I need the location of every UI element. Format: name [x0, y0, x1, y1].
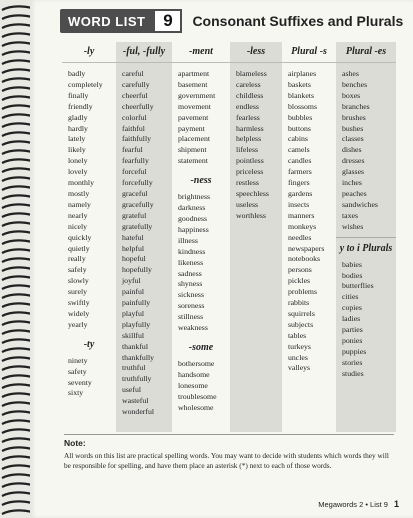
word-list [62, 63, 116, 331]
word-item: cheerful [122, 90, 148, 100]
word-list [336, 63, 396, 233]
word-item: movement [178, 101, 211, 111]
word-item: colorful [122, 112, 147, 122]
word-item: butterflies [342, 281, 374, 291]
word-item: problems [288, 287, 318, 297]
word-item: safely [68, 265, 87, 275]
word-item: wasteful [122, 396, 149, 406]
word-item: babies [342, 259, 362, 269]
spiral-coil [2, 357, 32, 361]
column-heading: -ful, -fully [116, 42, 172, 63]
word-item: bodies [342, 270, 363, 280]
word-item: hardly [68, 123, 88, 133]
word-item: useless [236, 199, 259, 209]
spiral-coil [2, 330, 32, 334]
word-item: yearly [68, 319, 88, 329]
word-item: statement [178, 156, 208, 166]
word-item: blameless [236, 69, 267, 78]
column-subheading: -ness [190, 175, 212, 187]
word-item: slowly [68, 276, 89, 286]
word-item: stories [342, 357, 363, 367]
word-item: ninety [68, 355, 88, 365]
spiral-coil [2, 87, 32, 91]
word-item: placement [178, 134, 211, 144]
word-item: really [68, 254, 86, 264]
word-item: copies [342, 303, 362, 313]
word-item: baskets [288, 79, 311, 89]
page-number: 1 [393, 499, 399, 509]
spiral-coil [2, 429, 32, 433]
word-item: thankful [122, 341, 148, 351]
word-item: brushes [342, 112, 366, 122]
spiral-coil [2, 222, 32, 226]
spiral-coil [2, 483, 32, 487]
spiral-coil [2, 204, 32, 208]
spiral-coil [2, 285, 32, 289]
spiral-coil [2, 78, 32, 82]
column-subheading: y to i Plurals [336, 237, 396, 254]
spiral-coil [2, 15, 32, 19]
word-item: turkeys [288, 341, 311, 351]
word-item: skillful [122, 330, 145, 340]
column-ful [116, 42, 172, 432]
column-subheading: -some [188, 341, 214, 353]
word-item: careless [236, 79, 261, 89]
spiral-coil [2, 456, 32, 460]
word-item: blossoms [288, 101, 318, 111]
word-list [172, 192, 230, 334]
word-item: safety [68, 366, 87, 376]
spiral-coil [2, 33, 32, 37]
word-item: endless [236, 101, 259, 111]
word-item: wishes [342, 221, 364, 231]
word-item: seventy [68, 377, 92, 387]
word-item: sadness [178, 268, 202, 278]
word-item: badly [68, 69, 86, 78]
word-item: likely [68, 145, 86, 155]
word-item: lifeless [236, 145, 259, 155]
word-item: truthful [122, 363, 146, 373]
spiral-coil [2, 348, 32, 352]
spiral-coil [2, 159, 32, 163]
word-item: camels [288, 145, 310, 155]
word-item: glasses [342, 167, 365, 177]
word-list [172, 359, 230, 414]
spiral-coil [2, 447, 32, 451]
word-item: priceless [236, 167, 264, 177]
word-item: bothersome [178, 358, 215, 368]
word-list [116, 63, 172, 418]
word-item: needles [288, 232, 312, 242]
word-item: fearfully [122, 156, 149, 166]
spiral-coil [2, 24, 32, 28]
list-number: 9 [153, 9, 182, 33]
word-item: candles [288, 156, 312, 166]
spiral-coil [2, 60, 32, 64]
word-item: dishes [342, 145, 362, 155]
word-table [62, 42, 396, 432]
column-plural-es [336, 42, 396, 432]
column-heading: -ment [172, 42, 230, 63]
word-item: buttons [288, 123, 311, 133]
spiral-coil [2, 213, 32, 217]
word-item: cities [342, 292, 359, 302]
word-item: benches [342, 79, 368, 89]
word-list [282, 63, 336, 374]
word-item: grateful [122, 210, 147, 220]
word-item: faithful [122, 123, 145, 133]
word-item: sandwiches [342, 199, 378, 209]
spiral-coil [2, 321, 32, 325]
spiral-coil [2, 168, 32, 172]
word-item: surely [68, 287, 88, 297]
column-heading: Plural -s [282, 42, 336, 63]
spiral-coil [2, 375, 32, 379]
word-item: hopeful [122, 254, 146, 264]
word-item: joyful [122, 276, 141, 286]
spiral-coil [2, 294, 32, 298]
spiral-coil [2, 501, 32, 505]
word-item: playful [122, 308, 145, 318]
word-list [62, 356, 116, 400]
spiral-coil [2, 258, 32, 262]
word-item: cabins [288, 134, 308, 144]
word-item: speechless [236, 188, 269, 198]
word-item: farmers [288, 167, 312, 177]
word-item: helpful [122, 243, 145, 253]
spiral-coil [2, 384, 32, 388]
word-item: classes [342, 134, 364, 144]
word-item: fearful [122, 145, 143, 155]
word-item: pointless [236, 156, 264, 166]
spiral-coil [2, 510, 32, 514]
spiral-coil [2, 105, 32, 109]
spiral-binding [0, 0, 34, 518]
word-item: childless [236, 90, 264, 100]
word-item: illness [178, 235, 198, 245]
word-item: weakness [178, 323, 208, 333]
word-item: monthly [68, 178, 94, 188]
word-item: monkeys [288, 221, 317, 231]
spiral-coil [2, 231, 32, 235]
column-subheading: -ty [83, 338, 95, 350]
word-item: branches [342, 101, 370, 111]
word-item: wholesome [178, 402, 214, 412]
word-item: careful [122, 69, 144, 78]
spiral-coil [2, 69, 32, 73]
word-item: persons [288, 265, 312, 275]
page-footer [318, 499, 399, 509]
spiral-coil [2, 141, 32, 145]
list-header [60, 9, 403, 33]
word-item: valleys [288, 363, 311, 373]
word-item: painful [122, 287, 145, 297]
spiral-coil [2, 177, 32, 181]
word-item: ponies [342, 335, 363, 345]
spiral-coil [2, 339, 32, 343]
word-list [172, 63, 230, 167]
word-item: manners [288, 210, 315, 220]
spiral-coil [2, 123, 32, 127]
word-item: ashes [342, 69, 359, 78]
word-item: harmless [236, 123, 264, 133]
word-item: quickly [68, 232, 92, 242]
column-plural-s [282, 42, 336, 432]
word-item: taxes [342, 210, 359, 220]
word-item: darkness [178, 203, 206, 213]
word-item: swiftly [68, 298, 90, 308]
word-item: apartment [178, 69, 210, 78]
column-heading: Plural -es [336, 42, 396, 63]
spiral-coil [2, 465, 32, 469]
word-item: studies [342, 368, 364, 378]
word-item: government [178, 90, 216, 100]
word-item: forceful [122, 167, 147, 177]
page-title: Consonant Suffixes and Plurals [192, 13, 404, 29]
word-item: fingers [288, 178, 310, 188]
spiral-coil [2, 6, 32, 10]
word-item: gracefully [122, 199, 154, 209]
word-item: sickness [178, 290, 204, 300]
spiral-coil [2, 276, 32, 280]
word-item: useful [122, 385, 142, 395]
word-item: nicely [68, 221, 88, 231]
word-item: boxes [342, 90, 361, 100]
word-item: goodness [178, 213, 208, 223]
word-item: mostly [68, 188, 90, 198]
column-less [230, 42, 282, 432]
note-text: All words on this list are practical spelling words. You may want to decide with students which words they will be responsible for spelling, and have them place an asterisk (*) next to each of those words. [64, 451, 389, 470]
word-item: insects [288, 199, 310, 209]
note-section [64, 434, 394, 470]
spiral-coil [2, 366, 32, 370]
word-item: ladies [342, 314, 361, 324]
word-item: worthless [236, 210, 266, 220]
spiral-coil [2, 42, 32, 46]
word-item: restless [236, 178, 259, 188]
word-item: troublesome [178, 391, 217, 401]
spiral-coil [2, 393, 32, 397]
word-item: lonesome [178, 380, 208, 390]
word-item: finally [68, 90, 89, 100]
spiral-coil [2, 420, 32, 424]
word-item: lonely [68, 156, 88, 166]
spiral-coil [2, 411, 32, 415]
word-item: bubbles [288, 112, 313, 122]
word-item: sixty [68, 388, 84, 398]
spiral-coil [2, 114, 32, 118]
spiral-coil [2, 474, 32, 478]
word-item: rabbits [288, 298, 310, 308]
word-item: namely [68, 199, 91, 209]
word-item: graceful [122, 188, 148, 198]
footer-source: Megawords 2 • List 9 [318, 499, 388, 509]
word-item: truthfully [122, 374, 152, 384]
word-item: widely [68, 308, 90, 318]
word-item: hopefully [122, 265, 152, 275]
column-ment [172, 42, 230, 432]
word-item: helpless [236, 134, 262, 144]
word-item: faithfully [122, 134, 152, 144]
column-heading: -less [230, 42, 282, 63]
word-item: handsome [178, 369, 210, 379]
word-item: friendly [68, 101, 93, 111]
word-item: basement [178, 79, 208, 89]
word-item: gladly [68, 112, 88, 122]
word-item: pavement [178, 112, 209, 122]
word-item: newspapers [288, 243, 325, 253]
spiral-coil [2, 150, 32, 154]
word-item: tables [288, 330, 307, 340]
word-list-label: WORD LIST [60, 9, 153, 33]
word-item: shyness [178, 279, 203, 289]
word-item: likeness [178, 257, 204, 267]
spiral-coil [2, 132, 32, 136]
word-item: cheerfully [122, 101, 154, 111]
word-item: hateful [122, 232, 144, 242]
word-item: lately [68, 134, 86, 144]
word-item: bushes [342, 123, 364, 133]
word-item: wonderful [122, 407, 155, 417]
word-list [230, 63, 282, 222]
word-item: painfully [122, 298, 151, 308]
word-item: soreness [178, 301, 205, 311]
word-item: dresses [342, 156, 365, 166]
word-item: subjects [288, 319, 314, 329]
column-heading: -ly [62, 42, 116, 63]
word-item: puppies [342, 346, 367, 356]
word-item: gardens [288, 188, 313, 198]
word-item: quietly [68, 243, 90, 253]
word-item: gratefully [122, 221, 153, 231]
spiral-coil [2, 312, 32, 316]
spiral-coil [2, 402, 32, 406]
note-title: Note: [64, 438, 86, 448]
spiral-coil [2, 438, 32, 442]
word-item: fearless [236, 112, 260, 122]
word-item: payment [178, 123, 205, 133]
word-item: blankets [288, 90, 314, 100]
word-item: brightness [178, 192, 211, 202]
spiral-coil [2, 195, 32, 199]
word-item: pickles [288, 276, 311, 286]
word-item: airplanes [288, 69, 317, 78]
word-item: nearly [68, 210, 88, 220]
spiral-coil [2, 249, 32, 253]
word-item: lovely [68, 167, 88, 177]
word-item: squirrels [288, 308, 315, 318]
word-item: parties [342, 325, 363, 335]
spiral-coil [2, 186, 32, 190]
word-list [336, 260, 396, 380]
word-item: thankfully [122, 352, 155, 362]
word-item: kindness [178, 246, 206, 256]
word-item: uncles [288, 352, 308, 362]
word-item: playfully [122, 319, 151, 329]
spiral-coil [2, 303, 32, 307]
word-item: notebooks [288, 254, 321, 264]
word-item: inches [342, 178, 362, 188]
word-item: forcefully [122, 178, 153, 188]
word-item: carefully [122, 79, 150, 89]
word-item: completely [68, 79, 103, 89]
column-ly [62, 42, 116, 432]
word-item: shipment [178, 145, 207, 155]
word-item: stillness [178, 312, 204, 322]
spiral-coil [2, 240, 32, 244]
spiral-coil [2, 267, 32, 271]
spiral-coil [2, 96, 32, 100]
spiral-coil [2, 51, 32, 55]
word-item: peaches [342, 188, 367, 198]
word-item: happiness [178, 224, 209, 234]
spiral-coil [2, 492, 32, 496]
